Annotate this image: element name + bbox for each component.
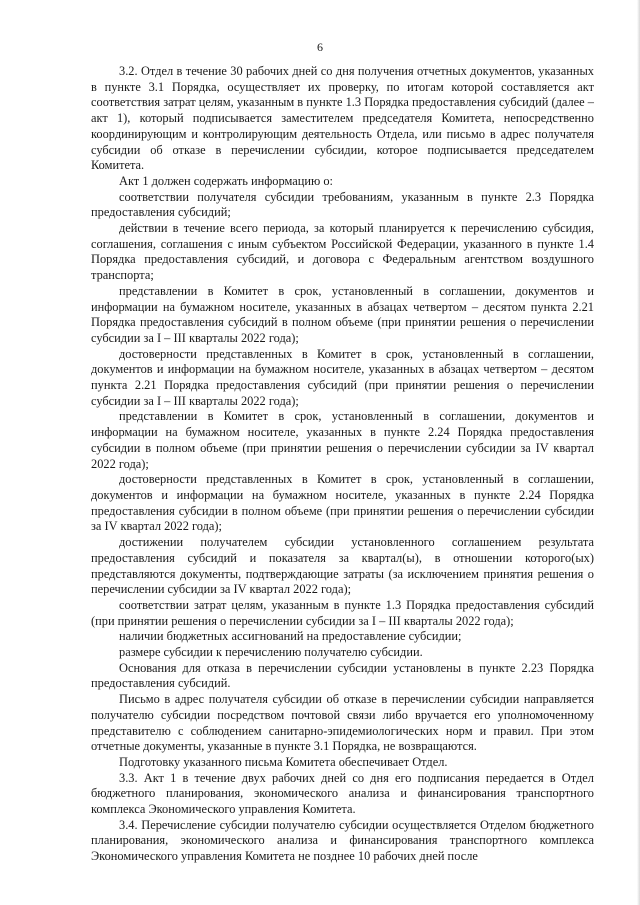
page-number: 6 (317, 40, 323, 54)
paragraph-list-item: достоверности представленных в Комитет в срок, установленный в соглашении, документов и информации на бумажном носителе, указанных в абзацах четвертом – десятом пункта 2.21 Порядка предоставления субсидий (при принятии решения о перечислении субсидии за I – III кварталы 2022 года); (91, 346, 594, 408)
paragraph-letter-preparation: Подготовку указанного письма Комитета обеспечивает Отдел. (119, 754, 448, 769)
document-body (91, 64, 594, 865)
paragraph-list-item: достижении получателем субсидии установленного соглашением результата предоставления субсидий и показателя за квартал(ы), в отношении которого(ых) представляются документы, подтверждающие затраты (за исключением принятия решения о перечислении субсидии за IV квартал 2022 года); (91, 535, 594, 597)
paragraph-refusal-grounds: Основания для отказа в перечислении субсидии установлены в пункте 2.23 Порядка предоставления субсидий. (91, 660, 594, 691)
paragraph-refusal-letter: Письмо в адрес получателя субсидии об отказе в перечислении субсидии направляется получателю субсидии посредством почтовой связи либо вручается его уполномоченному представителю с соблюдением санитарно-эпидемиологических норм и правил. При этом отчетные документы, указанные в пункте 3.1 Порядка, не возвращаются. (91, 692, 594, 754)
paragraph-list-item: наличии бюджетных ассигнований на предоставление субсидии; (119, 629, 462, 644)
paragraph-3-3: 3.3. Акт 1 в течение двух рабочих дней со дня его подписания передается в Отдел бюджетного планирования, экономического анализа и финансирования транспортного комплекса Экономического управления Комитета. (91, 770, 594, 817)
paragraph-list-item: представлении в Комитет в срок, установленный в соглашении, документов и информации на бумажном носителе, указанных в пункте 2.24 Порядка предоставления субсидии в полном объеме (при принятии решения о перечислении субсидии за IV квартал 2022 года); (91, 409, 594, 471)
paragraph-3-4: 3.4. Перечисление субсидии получателю субсидии осуществляется Отделом бюджетного планирования, экономического анализа и финансирования транспортного комплекса Экономического управления Комитета не позднее 10 рабочих дней после (91, 817, 594, 864)
paragraph-3-2: 3.2. Отдел в течение 30 рабочих дней со дня получения отчетных документов, указанных в пункте 3.1 Порядка, осуществляет их проверку, по итогам которой составляется акт соответствия затрат целям, указанным в пункте 1.3 Порядка предоставления субсидий (далее – акт 1), который подписывается заместителем председателя Комитета, непосредственно координирующим и контролирующим деятельность Отдела, или письмо в адрес получателя субсидии об отказе в перечислении субсидии, которое подписывается председателем Комитета. (91, 64, 594, 173)
paragraph-act-contents-intro: Акт 1 должен содержать информацию о: (119, 173, 333, 188)
paragraph-list-item: представлении в Комитет в срок, установленный в соглашении, документов и информации на бумажном носителе, указанных в абзацах четвертом – десятом пункта 2.21 Порядка предоставления субсидий в полном объеме (при принятии решения о перечислении субсидии за I – III кварталы 2022 года); (91, 283, 594, 345)
paragraph-list-item: действии в течение всего периода, за который планируется к перечислению субсидия, соглашения, соглашения с иным субъектом Российской Федерации, указанного в пункте 1.4 Порядка предоставления субсидий, и договора с Федеральным агентством воздушного транспорта; (91, 221, 594, 283)
paragraph-list-item: достоверности представленных в Комитет в срок, установленный в соглашении, документов и информации на бумажном носителе, указанных в пункте 2.24 Порядка предоставления субсидии в полном объеме (при принятии решения о перечислении субсидии за IV квартал 2022 года); (91, 472, 594, 534)
paragraph-list-item: соответствии затрат целям, указанным в пункте 1.3 Порядка предоставления субсидий (при принятии решения о перечислении субсидии за I – III кварталы 2022 года); (91, 597, 594, 628)
paragraph-list-item: размере субсидии к перечислению получателю субсидии. (119, 645, 423, 660)
paragraph-list-item: соответствии получателя субсидии требованиям, указанным в пункте 2.3 Порядка предоставления субсидий; (91, 189, 594, 220)
